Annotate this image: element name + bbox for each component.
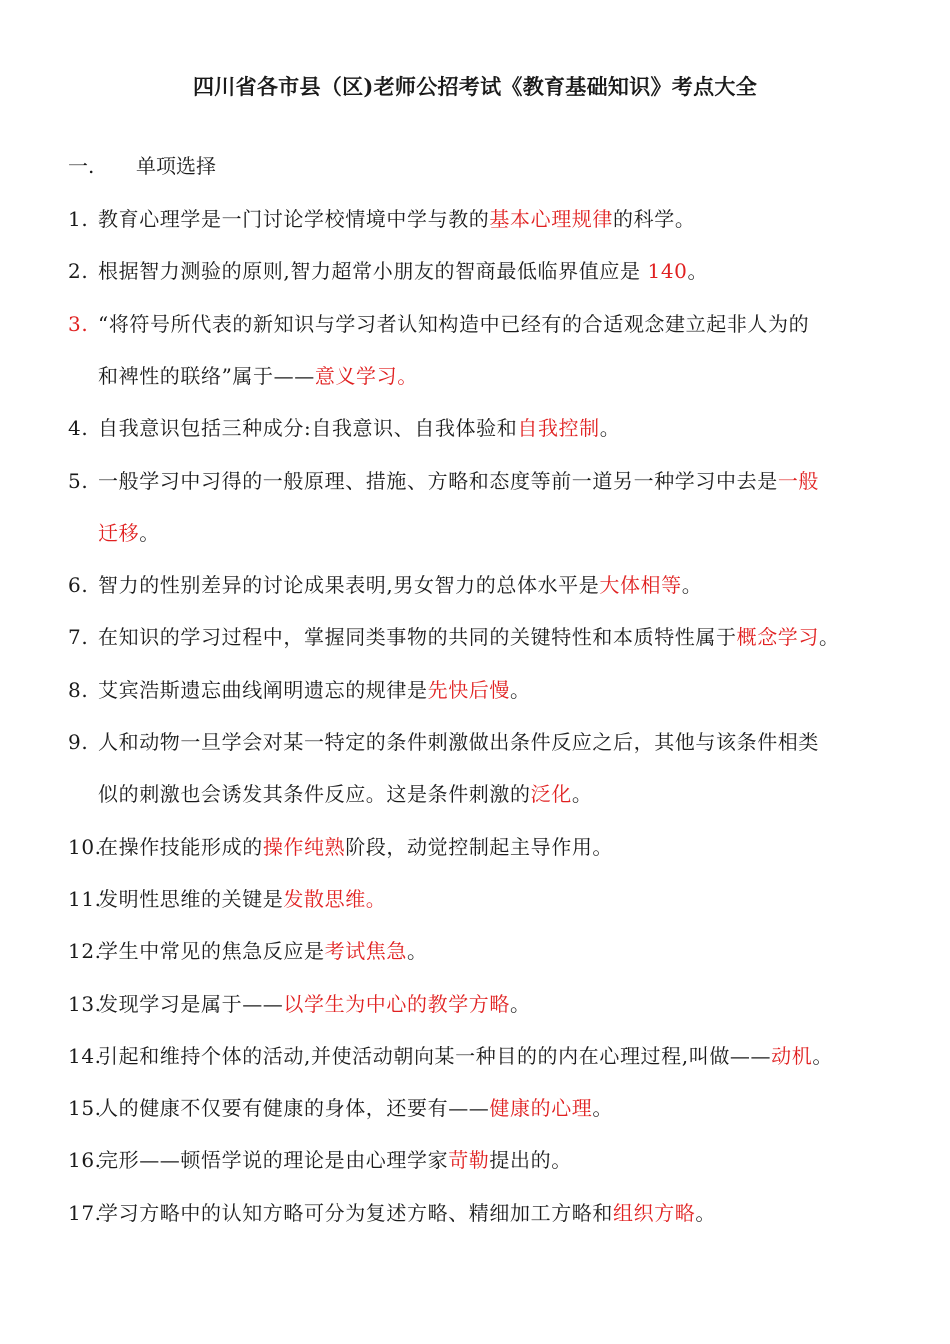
question-item-continuation (98, 517, 160, 546)
question-number: 14. (68, 1044, 102, 1068)
question-number: 11. (68, 887, 102, 911)
question-item (68, 1144, 572, 1173)
answer-text: 大体相等 (599, 573, 682, 597)
question-item (68, 883, 386, 912)
question-number: 16. (68, 1148, 102, 1172)
question-text: 发现学习是属于—— (98, 992, 284, 1016)
question-text: 和裨性的联络”属于—— (98, 364, 315, 388)
section-number: 一. (68, 154, 95, 178)
question-text: 完形——顿悟学说的理论是由心理学家 (98, 1148, 449, 1172)
question-item-continuation (98, 360, 418, 389)
question-text: 根据智力测验的原则,智力超常小朋友的智商最低临界值应是 (98, 259, 648, 283)
question-text-tail: 。 (571, 782, 593, 806)
question-item (68, 569, 702, 598)
question-item (68, 831, 613, 860)
question-text-tail: 。 (139, 521, 160, 545)
answer-text: 操作纯熟 (262, 835, 346, 859)
question-number: 7. (68, 625, 89, 649)
question-item (68, 412, 620, 441)
question-text: 似的刺激也会诱发其条件反应。这是条件刺激的 (98, 782, 531, 806)
question-item (68, 1092, 613, 1121)
question-number: 6. (68, 573, 89, 597)
question-item (68, 726, 819, 755)
question-item (68, 674, 531, 703)
question-text-tail: 。 (510, 992, 531, 1016)
question-text: 自我意识包括三种成分:自我意识、自我体验和 (98, 416, 518, 440)
question-text-tail: 阶段，动觉控制起主导作用。 (345, 835, 614, 859)
question-item (68, 621, 840, 650)
question-number: 12. (68, 939, 102, 963)
answer-text: 考试焦急 (324, 939, 408, 963)
question-item (68, 1040, 833, 1069)
question-text-tail: 。 (687, 259, 709, 283)
question-number: 9. (68, 730, 89, 754)
question-item-continuation (98, 778, 592, 807)
question-text-tail: 。 (510, 678, 531, 702)
question-number: 4. (68, 416, 89, 440)
answer-text: 自我控制 (517, 416, 600, 440)
question-number: 1. (68, 207, 89, 231)
question-text: 教育心理学是一门讨论学校情境中学与教的 (98, 207, 490, 231)
question-item (68, 988, 531, 1017)
question-text-tail: 。 (695, 1201, 717, 1225)
question-text: 人的健康不仅要有健康的身体，还要有—— (98, 1096, 490, 1120)
answer-text: 一般 (777, 469, 820, 493)
answer-text: 泛化 (530, 782, 572, 806)
question-number: 5. (68, 469, 89, 493)
question-text: 学生中常见的焦急反应是 (98, 939, 325, 963)
document-title: 四川省各市县（区)老师公招考试《教育基础知识》考点大全 (192, 74, 758, 99)
question-text: 人和动物一旦学会对某一特定的条件刺激做出条件反应之后，其他与该条件相类 (98, 730, 819, 754)
question-text: 引起和维持个体的活动,并使活动朝向某一种目的的内在心理过程,叫做—— (98, 1044, 772, 1068)
answer-text: 以学生为中心的教学方略 (283, 992, 511, 1016)
question-item (68, 935, 428, 964)
section-heading (68, 150, 216, 179)
answer-text: 苛勒 (448, 1148, 490, 1172)
question-item (68, 203, 695, 232)
answer-text: 组织方略 (613, 1201, 696, 1225)
answer-text: 发散思维。 (283, 887, 387, 911)
question-item (68, 465, 819, 494)
answer-text: 140 (647, 259, 688, 283)
question-text-tail: 。 (681, 573, 703, 597)
question-text-tail: 的科学。 (613, 207, 696, 231)
answer-text: 概念学习 (736, 625, 820, 649)
question-text-tail: 。 (407, 939, 428, 963)
answer-text: 迁移 (98, 521, 140, 545)
answer-text: 先快后慢 (427, 678, 511, 702)
answer-text: 健康的心理 (489, 1096, 593, 1120)
question-item (68, 308, 809, 337)
question-item (68, 1197, 716, 1226)
question-text: 学习方略中的认知方略可分为复述方略、精细加工方略和 (98, 1201, 613, 1225)
question-text: 艾宾浩斯遗忘曲线阐明遗忘的规律是 (98, 678, 428, 702)
question-text-tail: 提出的。 (489, 1148, 572, 1172)
question-text: 一般学习中习得的一般原理、措施、方略和态度等前一道另一种学习中去是 (98, 469, 778, 493)
question-number: 17. (68, 1201, 102, 1225)
question-number: 13. (68, 992, 102, 1016)
question-number: 10. (68, 835, 102, 859)
question-text-tail: 。 (592, 1096, 614, 1120)
question-text: “将符号所代表的新知识与学习者认知构造中已经有的合适观念建立起非人为的 (98, 312, 810, 336)
section-label: 单项选择 (136, 154, 216, 178)
question-text: 在知识的学习过程中，掌握同类事物的共同的关键特性和本质特性属于 (98, 625, 737, 649)
answer-text: 动机 (771, 1044, 813, 1068)
question-number: 2. (68, 259, 89, 283)
question-text: 智力的性别差异的讨论成果表明,男女智力的总体水平是 (98, 573, 600, 597)
question-text-tail: 。 (819, 625, 840, 649)
question-text: 在操作技能形成的 (98, 835, 263, 859)
question-text-tail: 。 (812, 1044, 833, 1068)
question-number: 3. (68, 312, 89, 336)
question-number: 8. (68, 678, 89, 702)
question-item (68, 255, 708, 284)
answer-text: 意义学习。 (314, 364, 418, 388)
question-number: 15. (68, 1096, 102, 1120)
question-text-tail: 。 (599, 416, 621, 440)
answer-text: 基本心理规律 (489, 207, 614, 231)
question-text: 发明性思维的关键是 (98, 887, 284, 911)
